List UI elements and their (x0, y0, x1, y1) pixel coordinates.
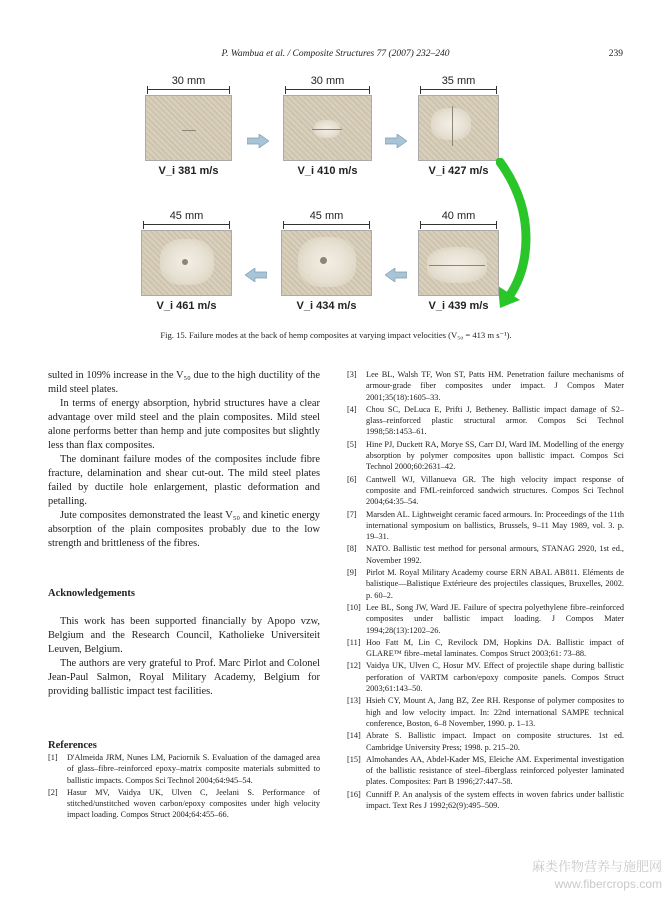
reference-text: Vaidya UK, Ulven C, Hosur MV. Effect of projectile shape during ballistic perforation of VARTM carbon/epoxy composite panels. Compos Struct 2003;61:143–50. (366, 661, 624, 694)
panel-381 (145, 75, 232, 178)
dimension-label: 45 mm (167, 210, 207, 222)
velocity-label: V_i 434 m/s (296, 300, 357, 312)
left-column (48, 369, 320, 753)
panel-427 (418, 75, 499, 178)
reference-number: [5] (347, 439, 357, 449)
reference-text: Almohandes AA, Abdel-Kader MS, Eleiche AM. Experimental investigation of the ballistic resistance of steel–fiberglass reinforced polyester laminated plates. Composites: Part B 1996;27:447–58. (366, 754, 624, 787)
specimen-photo (145, 95, 232, 161)
specimen-photo (283, 95, 372, 161)
velocity-label: V_i 461 m/s (156, 300, 217, 312)
reference-item (347, 754, 624, 788)
reference-item (347, 730, 624, 753)
right-arrow-icon (247, 134, 269, 148)
reference-text: Chou SC, DeLuca E, Prifti J, Betheney. Ballistic impact damage of S2–glass–reinforced plastic structural armor. Compos Sci Technol 1998;58:1453–61. (366, 404, 624, 437)
reference-item (347, 602, 624, 636)
specimen-photo (141, 230, 232, 296)
body-paragraph: In terms of energy absorption, hybrid structures have a clear advantage over mild steel and the plain composites. Mild steel alone performs better than hemp and jute composites but slightly less than flax composites. (48, 398, 320, 451)
reference-number: [8] (347, 544, 357, 554)
reference-item (347, 543, 624, 566)
reference-number: [11] (347, 637, 361, 647)
reference-number: [1] (48, 753, 58, 762)
panel-434 (281, 210, 372, 313)
panel-410 (283, 75, 372, 178)
reference-number: [12] (347, 661, 361, 671)
reference-item (48, 787, 320, 821)
reference-number: [15] (347, 754, 361, 764)
reference-text: Hine PJ, Duckett RA, Morye SS, Carr DJ, Ward IM. Modelling of the energy absorption by polymer composites upon ballistic impact. Compos Sci Technol 2000;60:2631–42. (366, 439, 624, 472)
specimen-photo (281, 230, 372, 296)
reference-number: [7] (347, 509, 357, 519)
reference-number: [10] (347, 602, 361, 612)
left-arrow-icon (245, 268, 267, 282)
reference-number: [6] (347, 474, 357, 484)
reference-item (347, 369, 624, 403)
reference-number: [14] (347, 731, 361, 741)
body-paragraph: Jute composites demonstrated the least V₅₀ and kinetic energy absorption of the plain composites probably due to the low strength and brittleness of the fibres. (48, 510, 320, 549)
reference-text: Hasur MV, Vaidya UK, Ulven C, Jeelani S. Performance of stitched/unstitched woven carbon/epoxy composites under high velocity impact loading. Compos Struct 2004;64:455–66. (67, 787, 320, 820)
reference-item (347, 660, 624, 694)
dimension-label: 45 mm (307, 210, 347, 222)
figure-caption: Fig. 15. Failure modes at the back of hemp composites at varying impact velocities (V₅₀ = 413 m s⁻¹). (160, 330, 512, 340)
dimension-marker (141, 210, 232, 229)
velocity-label: V_i 427 m/s (428, 165, 489, 177)
velocity-label: V_i 381 m/s (158, 165, 219, 177)
reference-number: [2] (48, 787, 58, 797)
reference-number: [4] (347, 404, 357, 414)
reference-text: Pirlot M. Royal Military Academy course ERN ABAL AB811. Eléments de balistique—Balistique Extérieure des projectiles classiques, Bruxelles, 2002. p. 60–2. (366, 568, 624, 600)
dimension-marker (418, 75, 499, 94)
reference-number: [13] (347, 696, 361, 706)
reference-text: Lee BL, Song JW, Ward JE. Failure of spectra polyethylene fibre–reinforced composites under ballistic impact loading. J Compos Mater 1994;28(13):1202–26. (366, 602, 624, 635)
dimension-label: 35 mm (439, 75, 479, 87)
reference-item (347, 439, 624, 473)
panel-439 (418, 210, 499, 313)
reference-text: Cantwell WJ, Villanueva GR. The high velocity impact response of composite and FML-reinforced sandwich structures. Compos Sci Technol 2004;64:35–54. (366, 474, 624, 507)
right-arrow-icon (385, 134, 407, 148)
dimension-marker (283, 75, 372, 94)
dimension-marker (281, 210, 372, 229)
panel-461 (141, 210, 232, 313)
reference-text: Hoo Fatt M, Lin C, Revilock DM, Hopkins DA. Ballistic impact of GLARE™ fibre–metal laminates. Compos Struct 2003;61: 73–88. (366, 637, 624, 659)
watermark-url: www.fibercrops.com (554, 877, 662, 891)
acknowledgements-heading: Acknowledgements (48, 588, 135, 599)
acknowledgements-paragraph: The authors are very grateful to Prof. Marc Pirlot and Colonel Jean-Paul Salmon, Royal Military Academy, Belgium for providing ballistic impact test facilities. (48, 658, 320, 697)
reference-text: Cunniff P. An analysis of the system effects in woven fabrics under ballistic impact. Text Res J 1992;62(9):495–509. (366, 789, 624, 810)
reference-item (347, 404, 624, 438)
dimension-marker (145, 75, 232, 94)
reference-text: Marsden AL. Lightweight ceramic faced armours. In: Proceedings of the 11th international symposium on ballistics, Brussels, 9–11 May 1989, vol. 3. p. 19–31. (366, 509, 624, 542)
specimen-photo (418, 230, 499, 296)
reference-item (48, 752, 320, 786)
dimension-label: 40 mm (439, 210, 479, 222)
acknowledgements-paragraph: This work has been supported financially by Apopo vzw, Belgium and the Research Council, Katholieke Universiteit Leuven, Belgium. (48, 616, 320, 655)
reference-text: Abrate S. Ballistic impact. Impact on composite structures. 1st ed. Cambridge University Press; 1998. p. 215–20. (366, 731, 624, 752)
reference-text: Hsieh CY, Mount A, Jang BZ, Zee RH. Response of polymer composites to high and low velocity impact. In: 22nd international SAMPE technical conference, Boston, 6–8 November, 1990. p. 1–13. (366, 696, 624, 728)
left-arrow-icon (385, 268, 407, 282)
reference-text: D'Almeida JRM, Nunes LM, Paciornik S. Evaluation of the damaged area of glass–fibre–reinforced epoxy–matrix composite materials submitted to ballistic impacts. Compos Sci Technol 2004;64:945–54. (67, 753, 320, 785)
dimension-label: 30 mm (308, 75, 348, 87)
watermark-chinese: 麻类作物营养与施肥网 (531, 860, 662, 875)
references-heading: References (48, 740, 97, 751)
reference-item (347, 789, 624, 812)
figure-15 (0, 70, 672, 340)
references-right (347, 369, 624, 812)
body-paragraph: The dominant failure modes of the composites include fibre fracture, delamination and shear cut-out. The mild steel plates failed by ductile hole enlargement, plastic deformation and petalling. (48, 454, 320, 507)
velocity-label: V_i 410 m/s (297, 165, 358, 177)
reference-text: Lee BL, Walsh TF, Won ST, Patts HM. Penetration failure mechanisms of armour-grade fiber composites under impact. J Compos Mater 2001;35(18):1605–33. (366, 370, 624, 402)
reference-number: [16] (347, 789, 361, 799)
reference-item (347, 474, 624, 508)
reference-number: [9] (347, 568, 357, 578)
references-left (48, 752, 320, 822)
specimen-photo (418, 95, 499, 161)
reference-item (347, 567, 624, 601)
dimension-label: 30 mm (169, 75, 209, 87)
body-paragraph: sulted in 109% increase in the V₅₀ due to the high ductility of the mild steel plates. (48, 370, 320, 395)
page-number: 239 (608, 49, 623, 59)
dimension-marker (418, 210, 499, 229)
reference-item (347, 695, 624, 729)
running-title: P. Wambua et al. / Composite Structures 77 (2007) 232–240 (221, 49, 450, 59)
velocity-label: V_i 439 m/s (428, 300, 489, 312)
reference-item (347, 509, 624, 543)
reference-item (347, 637, 624, 660)
running-header (48, 49, 623, 63)
curved-arrow-icon (496, 158, 536, 308)
reference-number: [3] (347, 370, 357, 379)
reference-text: NATO. Ballistic test method for personal armours, STANAG 2920, 1st ed., November 1992. (366, 544, 624, 565)
